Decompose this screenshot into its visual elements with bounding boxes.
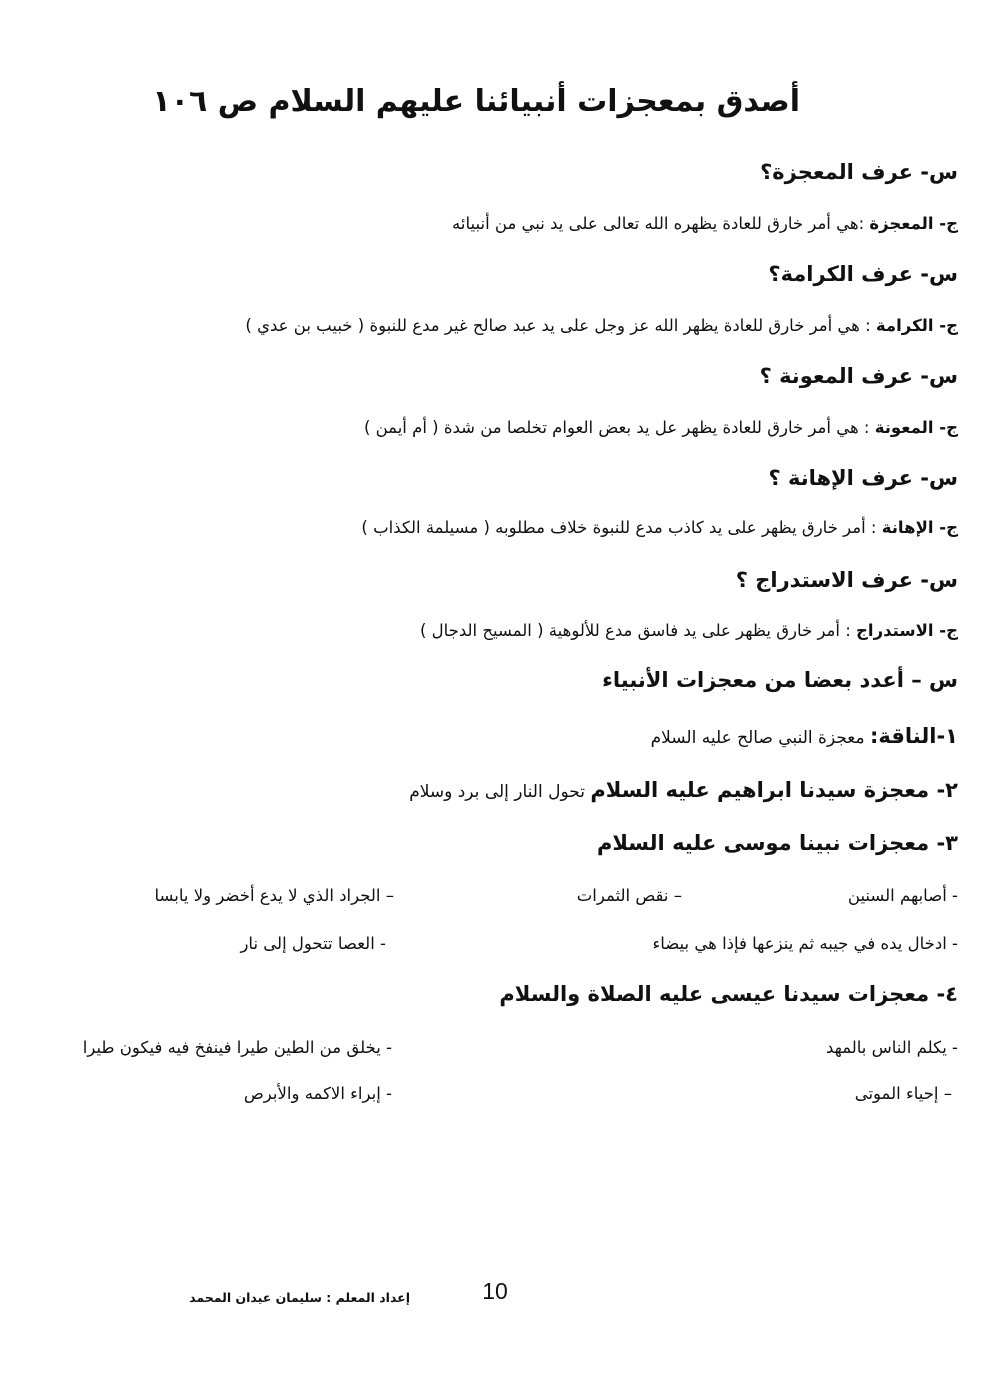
footer-credit: إعداد المعلم : سليمان عيدان المحمد (189, 1290, 410, 1305)
item-label: ٢- معجزة سيدنا ابراهيم عليه السلام (590, 778, 958, 802)
item-text: معجزة النبي صالح عليه السلام (650, 728, 871, 748)
question-karama: س- عرف الكرامة؟ (768, 262, 958, 286)
answer-miracle (38, 214, 958, 233)
page-title: أصدق بمعجزات أنبيائنا عليهم السلام ص ١٠٦ (152, 84, 800, 119)
answer-maoona (38, 418, 958, 437)
answer-label: ج- المعجزة (869, 214, 958, 233)
miracle-item-1 (38, 724, 958, 748)
item-label: ١-الناقة: (870, 724, 958, 748)
answer-label: ج- المعونة (874, 418, 958, 437)
answer-text: : أمر خارق يظهر على يد فاسق مدع للألوهية ( المسيح الدجال ) (419, 621, 857, 640)
jesus-miracle: – إحياء الموتى (854, 1084, 952, 1103)
answer-text: : هي أمر خارق للعادة يظهر عل يد بعض العوام تخلصا من شدة ( أم أيمن ) (363, 418, 875, 437)
jesus-miracle: - إبراء الاكمه والأبرص (243, 1084, 392, 1103)
moses-miracle: - ادخال يده في جيبه ثم ينزعها فإذا هي بيضاء (652, 934, 958, 953)
answer-ihana (38, 518, 958, 537)
answer-karama (38, 316, 958, 335)
question-maoona: س- عرف المعونة ؟ (759, 364, 958, 388)
miracle-item-2 (38, 778, 958, 802)
question-istidraj: س- عرف الاستدراج ؟ (735, 568, 958, 592)
jesus-miracle: - يخلق من الطين طيرا فينفخ فيه فيكون طيرا (82, 1038, 392, 1057)
moses-miracle: - العصا تتحول إلى نار (240, 934, 386, 953)
answer-label: ج- الكرامة (875, 316, 958, 335)
miracle-item-3-heading: ٣- معجزات نبينا موسى عليه السلام (596, 831, 958, 855)
miracles-heading: س – أعدد بعضا من معجزات الأنبياء (602, 668, 958, 692)
answer-text: :هي أمر خارق للعادة يظهره الله تعالى على يد نبي من أنبيائه (452, 214, 870, 233)
item-text: تحول النار إلى برد وسلام (409, 782, 591, 802)
moses-miracle: – نقص الثمرات (576, 886, 682, 905)
miracle-item-4-heading: ٤- معجزات سيدنا عيسى عليه الصلاة والسلام (499, 982, 958, 1006)
answer-label: ج- الإهانة (881, 518, 958, 537)
question-miracle: س- عرف المعجزة؟ (760, 160, 958, 184)
answer-label: ج- الاستدراج (856, 621, 958, 640)
moses-miracle: - أصابهم السنين (847, 886, 958, 905)
answer-text: : هي أمر خارق للعادة يظهر الله عز وجل على يد عبد صالح غير مدع للنبوة ( خبيب بن عدي ) (245, 316, 876, 335)
moses-miracle: – الجراد الذي لا يدع أخضر ولا يابسا (154, 886, 394, 905)
answer-istidraj (38, 621, 958, 640)
answer-text: : أمر خارق يظهر على يد كاذب مدع للنبوة خلاف مطلوبه ( مسيلمة الكذاب ) (361, 518, 882, 537)
question-ihana: س- عرف الإهانة ؟ (768, 466, 958, 490)
jesus-miracle: - يكلم الناس بالمهد (825, 1038, 958, 1057)
page-number: 10 (482, 1278, 508, 1304)
